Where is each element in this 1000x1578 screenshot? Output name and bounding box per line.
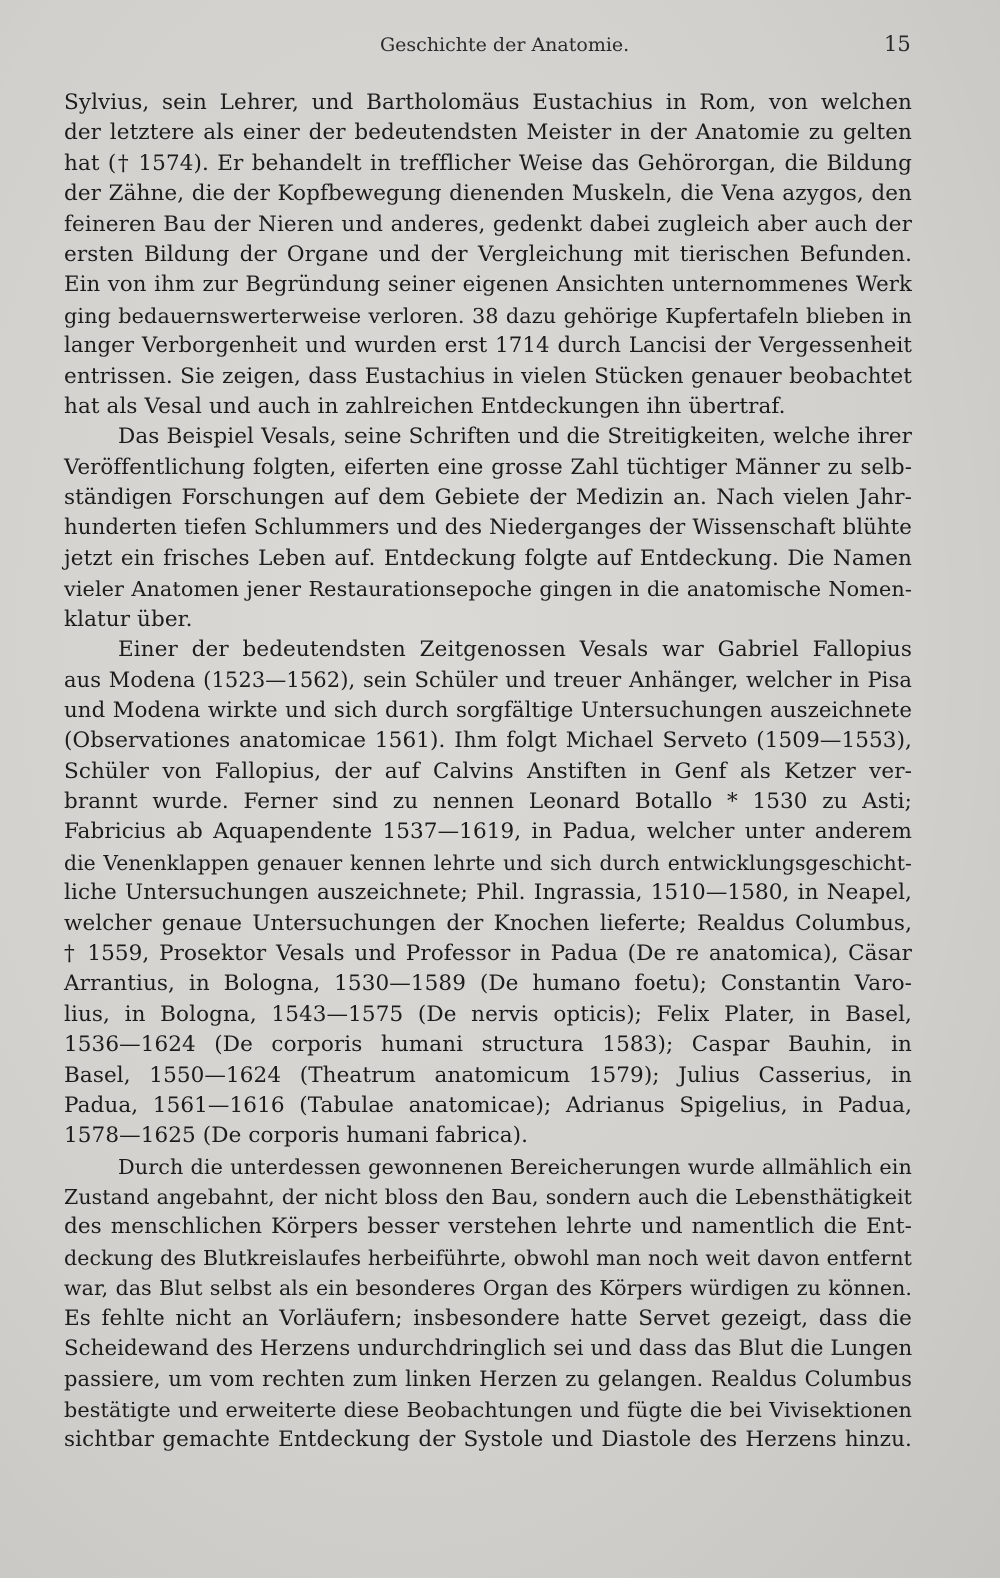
text-line: Schüler von Fallopius, der auf Calvins Anstiften in Genf als Ketzer ver- — [64, 758, 912, 784]
text-line: hat († 1574). Er behandelt in trefflicher Weise das Gehörorgan, die Bildung — [64, 150, 912, 176]
text-line: sichtbar gemachte Entdeckung der Systole und Diastole des Herzens hinzu. — [64, 1427, 912, 1453]
text-line: jetzt ein frisches Leben auf. Entdeckung folgte auf Entdeckung. Die Namen — [64, 545, 912, 571]
text-line: 1578—1625 (De corporis humani fabrica). — [64, 1123, 529, 1149]
text-line: Sylvius, sein Lehrer, und Bartholomäus Eustachius in Rom, von welchen — [64, 90, 912, 115]
text-line: (Observationes anatomicae 1561). Ihm folgt Michael Serveto (1509—1553), — [64, 728, 912, 754]
text-line: langer Verborgenheit und wurden erst 1714 durch Lancisi der Vergessenheit — [64, 333, 912, 359]
text-line: 1536—1624 (De corporis humani structura 1583); Caspar Bauhin, in — [64, 1032, 912, 1058]
text-line: Zustand angebahnt, der nicht bloss den Bau, sondern auch die Lebensthätigkeit — [64, 1185, 912, 1210]
text-line: aus Modena (1523—1562), sein Schüler und treuer Anhänger, welcher in Pisa — [64, 668, 912, 693]
body-text — [64, 88, 912, 1456]
text-line: Arrantius, in Bologna, 1530—1589 (De humano foetu); Constantin Varo- — [64, 971, 912, 997]
text-line: passiere, um vom rechten zum linken Herzen zu gelangen. Realdus Columbus — [64, 1367, 912, 1392]
text-line: welcher genaue Untersuchungen der Knochen lieferte; Realdus Columbus, — [64, 910, 912, 936]
text-line: die Venenklappen genauer kennen lehrte und sich durch entwicklungsgeschicht- — [64, 850, 912, 875]
text-line: klatur über. — [64, 606, 193, 632]
text-line: Das Beispiel Vesals, seine Schriften und die Streitigkeiten, welche ihrer — [118, 424, 912, 450]
text-line: des menschlichen Körpers besser verstehen lehrte und namentlich die Ent- — [64, 1214, 912, 1240]
text-line: deckung des Blutkreislaufes herbeiführte, obwohl man noch weit davon entfernt — [64, 1245, 912, 1270]
text-line: liche Untersuchungen auszeichnete; Phil. Ingrassia, 1510—1580, in Neapel, — [64, 880, 912, 906]
text-line: der letztere als einer der bedeutendsten Meister in der Anatomie zu gelten — [64, 120, 912, 146]
text-line: feineren Bau der Nieren und anderes, gedenkt dabei zugleich aber auch der — [64, 211, 912, 237]
text-line: Einer der bedeutendsten Zeitgenossen Vesals war Gabriel Fallopius — [118, 637, 912, 663]
text-line: † 1559, Prosektor Vesals und Professor in Padua (De re anatomica), Cäsar — [64, 940, 912, 966]
text-line: Fabricius ab Aquapendente 1537—1619, in Padua, welcher unter anderem — [64, 819, 912, 845]
text-line: hat als Vesal und auch in zahlreichen Entdeckungen ihn übertraf. — [64, 393, 786, 419]
text-line: Ein von ihm zur Begründung seiner eigenen Ansichten unternommenes Werk — [64, 272, 912, 298]
text-line: hunderten tiefen Schlummers und des Niederganges der Wissenschaft blühte — [64, 515, 912, 541]
text-line: und Modena wirkte und sich durch sorgfältige Untersuchungen auszeichnete — [64, 697, 912, 723]
text-line: brannt wurde. Ferner sind zu nennen Leonard Botallo * 1530 zu Asti; — [64, 788, 912, 814]
text-line: Basel, 1550—1624 (Theatrum anatomicum 1579); Julius Casserius, in — [64, 1062, 912, 1088]
text-line: ständigen Forschungen auf dem Gebiete der Medizin an. Nach vielen Jahr- — [64, 485, 912, 511]
text-line: der Zähne, die der Kopfbewegung dienenden Muskeln, die Vena azygos, den — [64, 181, 912, 207]
page-number: 15 — [884, 32, 911, 56]
text-line: bestätigte und erweiterte diese Beobachtungen und fügte die bei Vivisektionen — [64, 1397, 912, 1422]
running-header: Geschichte der Anatomie. — [380, 34, 630, 56]
text-line: ersten Bildung der Organe und der Vergleichung mit tierischen Befunden. — [64, 241, 912, 267]
text-line: Scheidewand des Herzens undurchdringlich sei und dass das Blut die Lungen — [64, 1336, 913, 1362]
text-line: Veröffentlichung folgten, eiferten eine grosse Zahl tüchtiger Männer zu selb- — [64, 454, 912, 480]
text-line: entrissen. Sie zeigen, dass Eustachius in vielen Stücken genauer beobachtet — [64, 363, 912, 389]
text-line: Padua, 1561—1616 (Tabulae anatomicae); Adrianus Spigelius, in Padua, — [64, 1092, 912, 1118]
text-line: Es fehlte nicht an Vorläufern; insbesondere hatte Servet gezeigt, dass die — [64, 1305, 912, 1331]
text-line: ging bedauernswerterweise verloren. 38 dazu gehörige Kupfertafeln blieben in — [64, 303, 912, 328]
text-line: vieler Anatomen jener Restaurationsepoche gingen in die anatomische Nomen- — [64, 577, 912, 602]
text-line: war, das Blut selbst als ein besonderes Organ des Körpers würdigen zu können. — [64, 1276, 912, 1301]
text-line: Durch die unterdessen gewonnenen Bereicherungen wurde allmählich ein — [118, 1154, 912, 1179]
text-line: lius, in Bologna, 1543—1575 (De nervis opticis); Felix Plater, in Basel, — [64, 1001, 912, 1027]
